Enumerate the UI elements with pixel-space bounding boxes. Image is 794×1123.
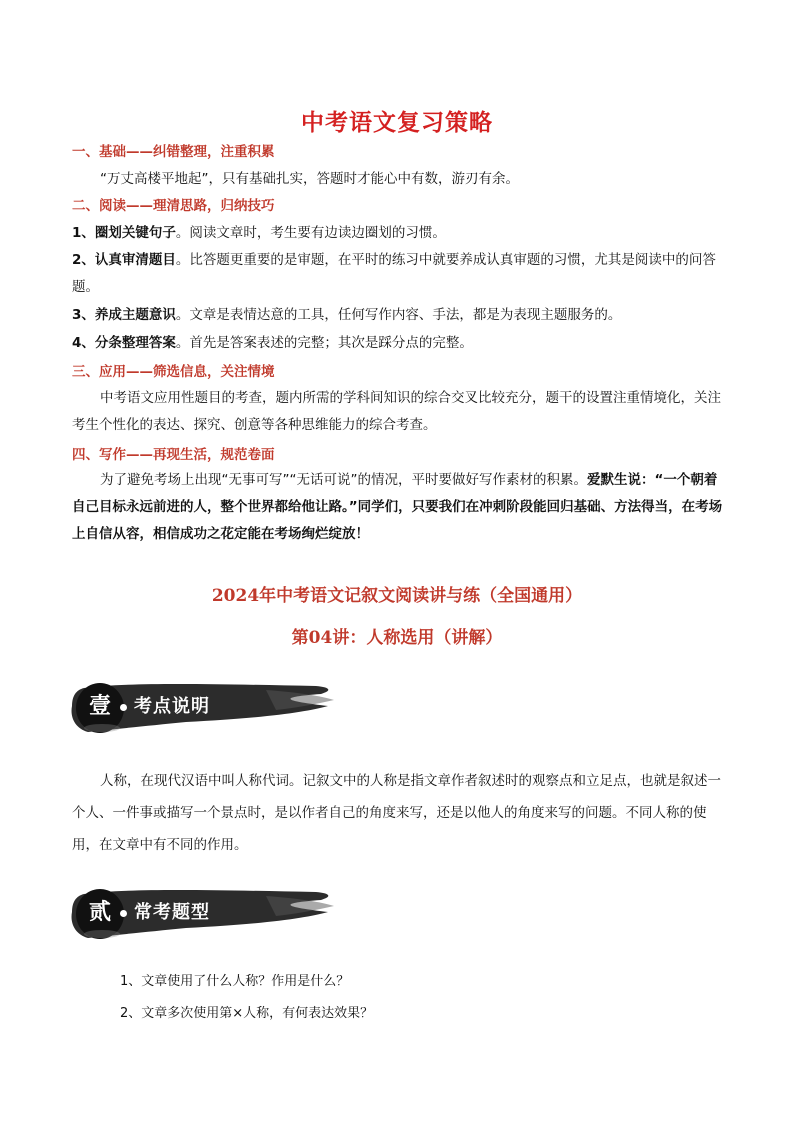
reading-item-2 xyxy=(72,247,727,301)
reading-item-4-label: 4、分条整理答案 xyxy=(72,335,176,351)
writing-text: 为了避免考场上出现“无事可写”“无话可说”的情况，平时要做好写作素材的积累。 xyxy=(100,472,587,488)
reading-item-3-label: 3、养成主题意识 xyxy=(72,307,176,323)
banner-1-dot xyxy=(120,704,127,711)
section-heading-writing: 四、写作——再现生活，规范卷面 xyxy=(72,447,275,463)
banner-1-label: 考点说明 xyxy=(134,696,210,717)
section-text-writing xyxy=(72,467,727,548)
banner-2-label: 常考题型 xyxy=(134,902,210,923)
reading-item-1 xyxy=(72,220,727,247)
question-2: 2、文章多次使用第×人称，有何表达效果？ xyxy=(120,1006,374,1021)
reading-item-2-text: 。比答题更重要的是审题，在平时的练习中就要养成认真审题的习惯，尤其是阅读中的问答题。 xyxy=(72,252,716,295)
reading-item-1-text: 。阅读文章时，考生要有边读边圈划的习惯。 xyxy=(175,225,446,241)
course-title: 2024年中考语文记叙文阅读讲与练（全国通用） xyxy=(211,586,583,606)
explanation-text: 人称，在现代汉语中叫人称代词。记叙文中的人称是指文章作者叙述时的观察点和立足点，也就是叙述一个人、一件事或描写一个景点时，是以作者自己的角度来写，还是以他人的角度来写的问题。不同人称的使用，在文章中有不同的作用。 xyxy=(72,773,721,853)
banner-2-number: 贰 xyxy=(88,899,111,925)
page-title: 中考语文复习策略 xyxy=(301,110,493,136)
banner-1-number: 壹 xyxy=(88,693,111,719)
section-banner-2 xyxy=(66,882,336,942)
banner-2-dot xyxy=(120,910,127,917)
writing-quote: 爱默生说：“一个朝着自己目标永远前进的人，整个世界都给他让路。”同学们，只要我们在冲刺阶段能回归基础、方法得当，在考场上自信从容，相信成功之花定能在考场绚烂绽放！ xyxy=(72,472,723,542)
section-text-application: 中考语文应用性题目的考查，题内所需的学科间知识的综合交叉比较充分，题干的设置注重情境化，关注考生个性化的表达、探究、创意等各种思维能力的综合考查。 xyxy=(72,390,721,433)
reading-item-3 xyxy=(72,302,727,329)
section-heading-application: 三、应用——筛选信息，关注情境 xyxy=(72,364,275,380)
question-1: 1、文章使用了什么人称？作用是什么？ xyxy=(120,974,350,989)
section-heading-reading: 二、阅读——理清思路，归纳技巧 xyxy=(72,198,275,214)
section-banner-1 xyxy=(66,676,336,736)
reading-item-3-text: 。文章是表情达意的工具，任何写作内容、手法，都是为表现主题服务的。 xyxy=(175,307,622,323)
section-heading-basics: 一、基础——纠错整理，注重积累 xyxy=(72,144,275,160)
lecture-title: 第04讲：人称选用（讲解） xyxy=(291,628,503,648)
reading-item-1-label: 1、圈划关键句子 xyxy=(72,225,176,241)
reading-item-4-text: 。首先是答案表述的完整；其次是踩分点的完整。 xyxy=(175,335,473,351)
reading-item-2-label: 2、认真审清题目 xyxy=(72,252,176,268)
section-text-basics: “万丈高楼平地起”，只有基础扎实，答题时才能心中有数，游刃有余。 xyxy=(100,171,519,187)
reading-item-4 xyxy=(72,330,727,357)
